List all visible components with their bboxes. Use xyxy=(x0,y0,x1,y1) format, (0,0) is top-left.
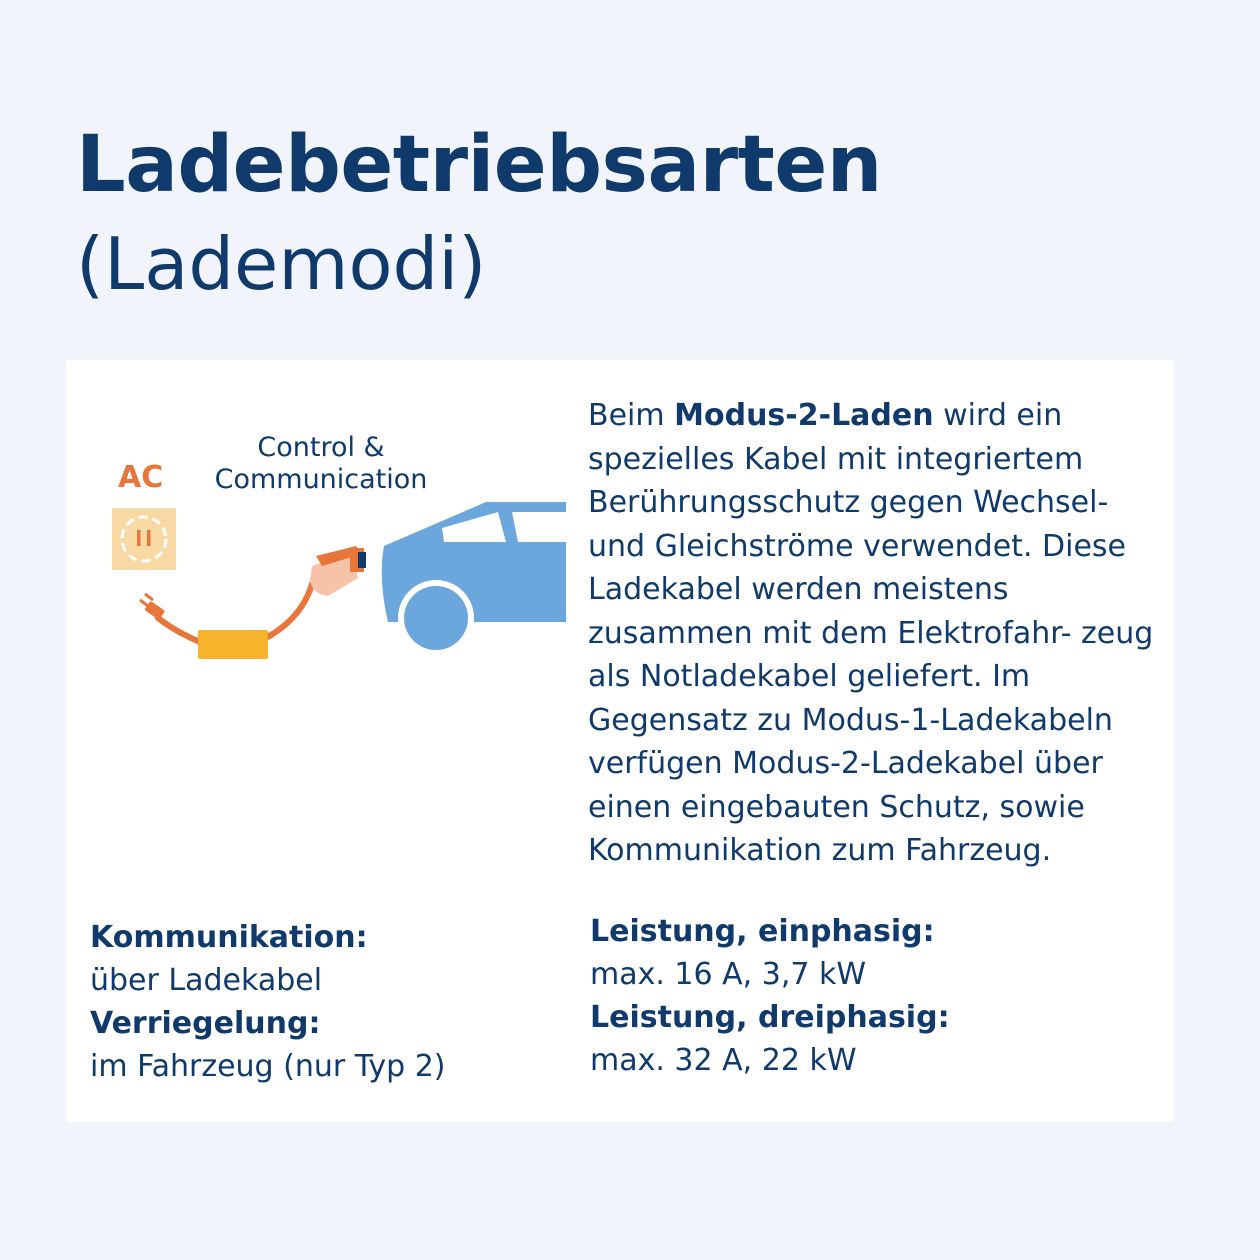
control-box-icon xyxy=(198,630,268,659)
power-three-phase-value: max. 32 A, 22 kW xyxy=(590,1043,857,1078)
description-prefix: Beim xyxy=(588,398,675,433)
communication-heading: Kommunikation: xyxy=(90,920,368,955)
description-bold-term: Modus-2-Laden xyxy=(674,398,934,433)
power-single-phase-value: max. 16 A, 3,7 kW xyxy=(590,957,867,992)
description-body: wird ein spezielles Kabel mit integriertem Berührungsschutz gegen Wechsel- und Gleichströme verwendet. Diese Ladekabel werden meistens zusammen mit dem Elektrofahr- zeug als Notladekabel geliefert. Im Gegensatz zu Modus-1-Ladekabeln verfügen Modus-2-Ladekabel über einen eingebauten Schutz, sowie Kommunikation zum Fahrzeug. xyxy=(588,398,1154,868)
communication-value: über Ladekabel xyxy=(90,963,323,998)
page-subtitle: (Lademodi) xyxy=(76,222,487,306)
description-text xyxy=(588,394,1158,873)
ac-label: AC xyxy=(118,460,164,495)
info-card xyxy=(66,360,1174,1122)
charging-illustration xyxy=(66,360,566,690)
plug-icon xyxy=(140,594,165,620)
control-communication-label: Control & Communication xyxy=(214,432,428,495)
car-icon xyxy=(382,502,566,656)
power-three-phase-heading: Leistung, dreiphasig: xyxy=(590,1000,950,1035)
specs-left xyxy=(90,916,446,1088)
page-title: Ladebetriebsarten xyxy=(76,120,882,210)
locking-value: im Fahrzeug (nur Typ 2) xyxy=(90,1049,446,1084)
socket-icon xyxy=(112,508,176,570)
power-single-phase-heading: Leistung, einphasig: xyxy=(590,914,935,949)
hand-connector-icon xyxy=(310,546,366,596)
locking-heading: Verriegelung: xyxy=(90,1006,321,1041)
specs-right xyxy=(590,910,950,1082)
